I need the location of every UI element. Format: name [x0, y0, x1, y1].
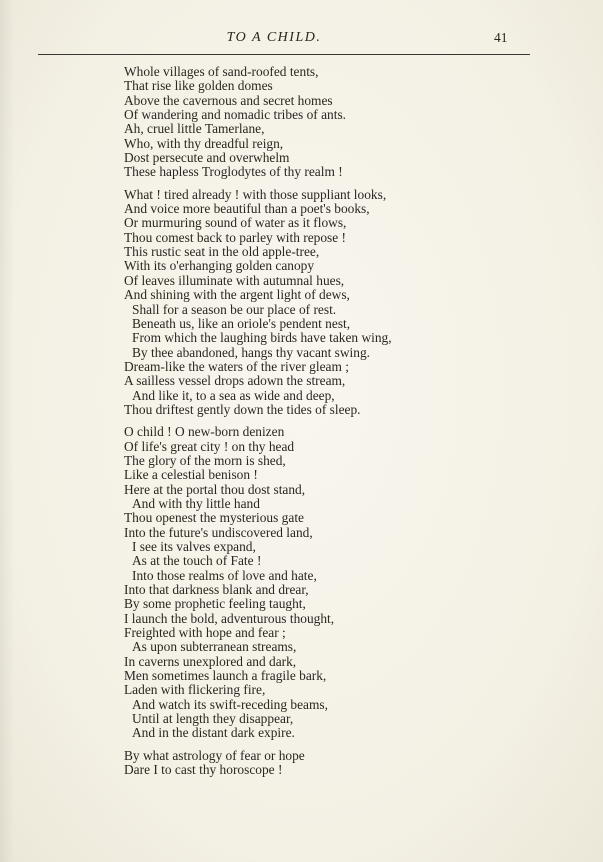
poem-line: By some prophetic feeling taught,	[124, 596, 306, 612]
poem-line: I launch the bold, adventurous thought,	[124, 610, 335, 626]
poem-line: Of life's great city ! on thy head	[124, 438, 295, 454]
poem-line: Dare I to cast thy horoscope !	[124, 762, 283, 778]
poem-line: Freighted with hope and fear ;	[124, 625, 286, 641]
poem-line: Who, with thy dreadful reign,	[124, 135, 284, 151]
poem-line: Shall for a season be our place of rest.	[132, 301, 337, 317]
poem-line: Dost persecute and overwhelm	[124, 150, 290, 166]
poem-line: As at the touch of Fate !	[132, 553, 262, 569]
poem-line: Here at the portal thou dost stand,	[124, 481, 306, 497]
poem-line: Men sometimes launch a fragile bark,	[124, 668, 327, 684]
header-rule	[38, 54, 530, 55]
poem-line: Above the cavernous and secret homes	[124, 92, 333, 108]
poem-line: I see its valves expand,	[132, 539, 256, 554]
running-title: TO A CHILD.	[226, 30, 322, 45]
poem-line: From which the laughing birds have taken wing,	[132, 330, 392, 346]
poem-line: And with thy little hand	[132, 495, 260, 511]
poem-line: Into the future's undiscovered land,	[124, 524, 313, 540]
poem-line: In caverns unexplored and dark,	[124, 653, 297, 669]
poem-line: And voice more beautiful than a poet's books,	[124, 201, 370, 217]
poem-line: With its o'erhanging golden canopy	[124, 258, 315, 274]
poem-line: Of wandering and nomadic tribes of ants.	[124, 107, 346, 123]
page-number: 41	[494, 30, 508, 45]
poem-body	[124, 65, 594, 786]
poem-line: And like it, to a sea as wide and deep,	[132, 387, 335, 403]
poem-line: As upon subterranean streams,	[132, 639, 297, 655]
poem-line: These hapless Troglodytes of thy realm !	[124, 164, 343, 180]
gutter-shadow	[0, 0, 14, 862]
poem-line: Thou openest the mysterious gate	[124, 510, 304, 526]
poem-line: Thou comest back to parley with repose !	[124, 229, 346, 245]
page-header	[0, 30, 603, 50]
poem-line: And watch its swift-receding beams,	[132, 696, 328, 712]
poem-line: Into that darkness blank and drear,	[124, 582, 309, 598]
poem-line: A sailless vessel drops adown the stream,	[124, 373, 346, 389]
poem-line: Into those realms of love and hate,	[132, 567, 317, 583]
poem-line: By thee abandoned, hangs thy vacant swing.	[132, 344, 370, 360]
poem-line: Laden with flickering fire,	[124, 682, 266, 698]
poem-line: What ! tired already ! with those suppliant looks,	[124, 186, 387, 202]
poem-line: O child ! O new-born denizen	[124, 424, 285, 440]
poem-line: Ah, cruel little Tamerlane,	[124, 121, 265, 137]
poem-line: This rustic seat in the old apple-tree,	[124, 244, 320, 260]
poem-line: And in the distant dark expire.	[132, 725, 295, 741]
stanza	[124, 65, 594, 180]
poem-line: Dream-like the waters of the river gleam ;	[124, 358, 349, 374]
stanza	[124, 749, 594, 778]
poem-line: And shining with the argent light of dews,	[124, 287, 350, 303]
poem-line: Thou driftest gently down the tides of sleep.	[124, 401, 361, 417]
poem-line: Beneath us, like an oriole's pendent nest,	[132, 315, 351, 331]
poem-line: Until at length they disappear,	[132, 711, 294, 727]
stanza	[124, 425, 594, 741]
poem-line: That rise like golden domes	[124, 78, 273, 94]
poem-line: Like a celestial benison !	[124, 467, 258, 483]
poem-line: Whole villages of sand-roofed tents,	[124, 64, 319, 79]
stanza	[124, 188, 594, 418]
poem-line: Or murmuring sound of water as it flows,	[124, 215, 347, 231]
poem-line: Of leaves illuminate with autumnal hues,	[124, 272, 345, 288]
poem-line: By what astrology of fear or hope	[124, 747, 305, 763]
poem-line: The glory of the morn is shed,	[124, 452, 286, 468]
